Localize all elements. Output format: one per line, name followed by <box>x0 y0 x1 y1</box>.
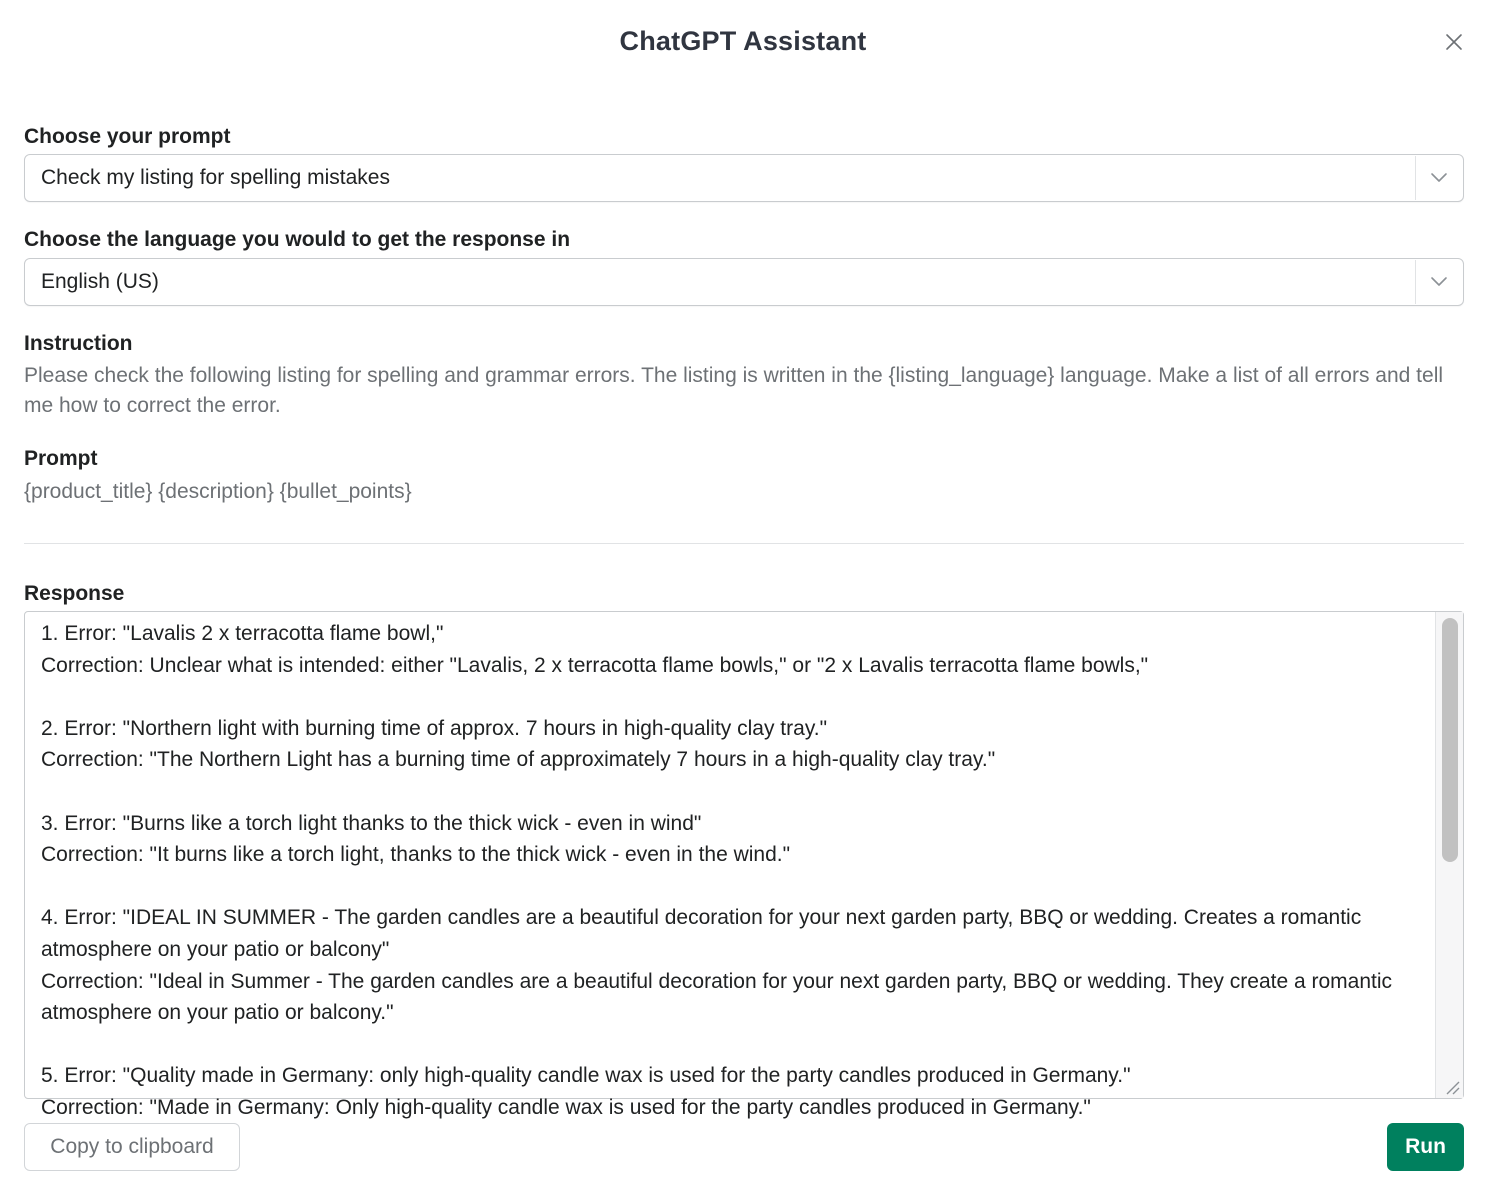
instruction-text: Please check the following listing for spelling and grammar errors. The listing is written in the {listing_language} language. Make a list of all errors and tell me how to correct the error. <box>24 364 1444 417</box>
prompt-text: {product_title} {description} {bullet_points} <box>24 480 412 503</box>
prompt-select-label: Choose your prompt <box>24 125 231 148</box>
dialog-title: ChatGPT Assistant <box>619 26 867 56</box>
prompt-select[interactable] <box>24 154 1464 202</box>
response-text[interactable]: 1. Error: "Lavalis 2 x terracotta flame bowl," Correction: Unclear what is intended: either "Lavalis, 2 x terracotta flame bowls," or "2 x Lavalis terracotta flame bowls," 2. Error: "Northern light with burning time of approx. 7 hours in high-quality clay tray." Correction: "The Northern Light has a burning time of approximately 7 hours in a high-quality clay tray." 3. Error: "Burns like a torch light thanks to the thick wick - even in wind" Correction: "It burns like a torch light, thanks to the thick wick - even in the wind." 4. Error: "IDEAL IN SUMMER - The garden candles are a beautiful decoration for your next garden party, BBQ or wedding. Creates a romantic atmosphere on your patio or balcony" Correction: "Ideal in Summer - The garden candles are a beautiful decoration for your next garden party, BBQ or wedding. They create a romantic atmosphere on your patio or balcony." 5. Error: "Quality made in Germany: only high-quality candle wax is used for the party candles produced in Germany." Correction: "Made in Germany: Only high-quality candle wax is used for the party candles produced in Germany." <box>41 622 1393 1119</box>
prompt-select-value: Check my listing for spelling mistakes <box>41 166 390 189</box>
resize-handle-icon[interactable] <box>1441 1076 1461 1096</box>
run-button[interactable]: Run <box>1387 1123 1464 1171</box>
response-scrollbar[interactable] <box>1435 612 1463 1098</box>
chevron-down-icon <box>1429 272 1449 292</box>
select-divider <box>1415 156 1416 200</box>
response-label: Response <box>24 582 125 605</box>
response-textarea[interactable] <box>24 611 1464 1119</box>
scrollbar-thumb[interactable] <box>1442 618 1458 862</box>
language-select-label: Choose the language you would to get the response in <box>24 228 571 251</box>
chevron-down-icon <box>1429 168 1449 188</box>
section-divider <box>24 543 1464 544</box>
copy-to-clipboard-button[interactable]: Copy to clipboard <box>24 1123 240 1171</box>
prompt-label: Prompt <box>24 447 98 470</box>
close-icon <box>1445 33 1463 51</box>
instruction-label: Instruction <box>24 332 133 355</box>
close-button[interactable] <box>1440 28 1468 56</box>
language-select-value: English (US) <box>41 270 159 293</box>
select-divider <box>1415 260 1416 304</box>
language-select[interactable] <box>24 258 1464 306</box>
